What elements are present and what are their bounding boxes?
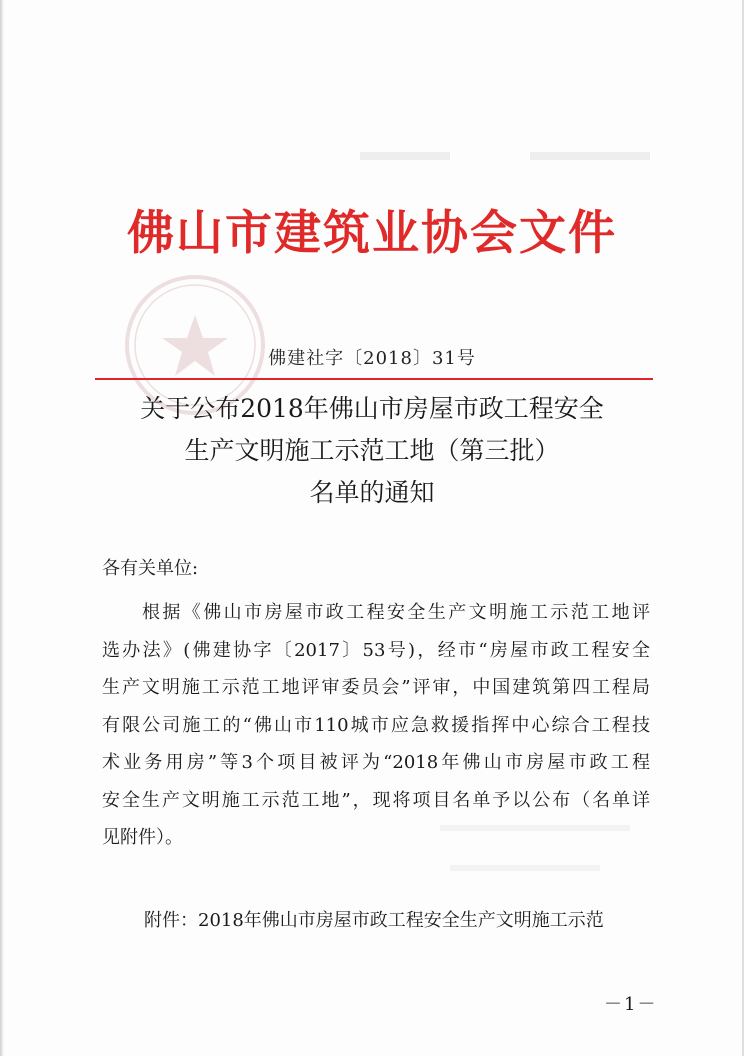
body-line: 选办法》(佛建协字〔2017〕53号)，经市“房屋市政工程安全 — [102, 639, 650, 661]
notice-title-line: 生产文明施工示范工地（第三批） — [184, 436, 560, 465]
body-line: 术业务用房”等3个项目被评为“2018年佛山市房屋市政工程 — [102, 752, 650, 773]
red-divider-line — [95, 378, 653, 380]
scan-edge-left — [0, 0, 4, 1056]
body-line: 安全生产文明施工示范工地”，现将项目名单予以公布（名单详 — [102, 789, 650, 811]
notice-title — [0, 388, 744, 514]
salutation: 各有关单位: — [102, 558, 199, 579]
page-number: －1－ — [604, 994, 658, 1015]
body-line: 生产文明施工示范工地评审委员会”评审，中国建筑第四工程局 — [102, 677, 650, 698]
body-line: 见附件）。 — [102, 827, 183, 848]
bleed-through-artifact — [360, 146, 660, 166]
document-header-title: 佛山市建筑业协会文件 — [127, 206, 617, 261]
attachment-line: 附件：2018年佛山市房屋市政工程安全生产文明施工示范 — [144, 910, 604, 931]
notice-title-line: 名单的通知 — [309, 478, 435, 507]
body-line: 有限公司施工的“佛山市110城市应急救援指挥中心综合工程技 — [102, 714, 650, 736]
body-line: 根据《佛山市房屋市政工程安全生产文明施工示范工地评 — [142, 602, 650, 623]
notice-title-line: 关于公布2018年佛山市房屋市政工程安全 — [140, 394, 604, 423]
document-number: 佛建社字〔2018〕31号 — [268, 348, 476, 369]
body-paragraph — [102, 594, 650, 857]
